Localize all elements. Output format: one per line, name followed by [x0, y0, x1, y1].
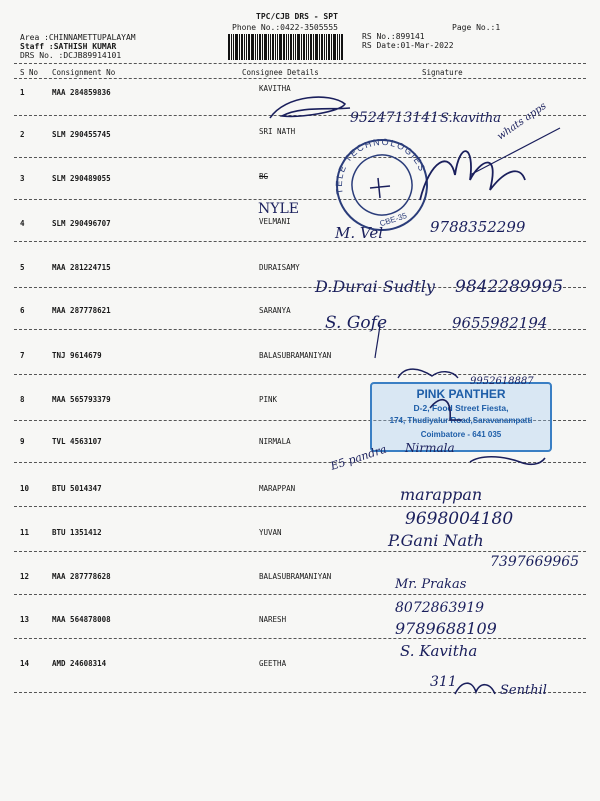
table-row [0, 174, 600, 186]
table-row [0, 659, 600, 671]
row-consignee: BG [259, 172, 269, 181]
divider [14, 157, 586, 158]
barcode-bar [321, 34, 323, 60]
row-consignee: MARAPPAN [259, 484, 296, 493]
barcode-bar [313, 34, 314, 60]
divider [14, 594, 586, 595]
row-consignee: BALASUBRAMANIYAN [259, 572, 332, 581]
divider [14, 329, 586, 330]
barcode-bar [262, 34, 263, 60]
stamp-name: PINK PANTHER [416, 387, 506, 401]
row-sno: 1 [20, 88, 25, 97]
barcode-bar [290, 34, 292, 60]
table-row [0, 484, 600, 496]
hw-r10-phone: 9698004180 [405, 509, 514, 529]
divider [14, 551, 586, 552]
hw-r6-sig: S. Gofe [325, 313, 388, 333]
row-consignment: BTU 5014347 [52, 484, 102, 493]
hw-r4-sig: M. Vel [335, 224, 384, 242]
signature-scribble [470, 457, 545, 465]
barcode-bar [272, 34, 274, 60]
barcode-bar [279, 34, 282, 60]
hw-r3-name: NYLE [258, 201, 300, 217]
row-consignee: BALASUBRAMANIYAN [259, 351, 332, 360]
barcode-bar [303, 34, 305, 60]
divider [14, 63, 586, 64]
stamp-line1: D-2, Food Street Fiesta, [413, 403, 509, 413]
hw-r9-note: E5 pandra [328, 442, 389, 473]
col-sno: S No [20, 68, 39, 77]
barcode-bar [297, 34, 300, 60]
col-consignee: Consignee Details [242, 68, 319, 77]
row-consignee: PINK [259, 395, 278, 404]
table-row [0, 351, 600, 363]
hw-r11-phone: 7397669965 [490, 554, 580, 570]
barcode-bar [233, 34, 234, 60]
barcode-bar [257, 34, 258, 60]
row-consignee: YUVAN [259, 528, 282, 537]
area-label: Area :CHINNAMETTUPALAYAM [20, 33, 136, 42]
row-consignment: MAA 564878008 [52, 615, 111, 624]
barcode-bar [251, 34, 254, 60]
hw-r7-phone: 9952618887 [470, 376, 534, 387]
barcode-bar [259, 34, 261, 60]
row-consignment: MAA 565793379 [52, 395, 111, 404]
table-row [0, 306, 600, 318]
barcode-bar [324, 34, 325, 60]
hw-r11-sig: P.Gani Nath [388, 531, 484, 550]
row-sno: 3 [20, 174, 25, 183]
row-consignee: GEETHA [259, 659, 287, 668]
row-sno: 11 [20, 528, 30, 537]
hw-r10-sig: marappan [400, 485, 483, 504]
hw-r6-phone: 9655982194 [452, 314, 548, 332]
row-sno: 13 [20, 615, 30, 624]
hw-r13-sig: S. Kavitha [400, 642, 478, 660]
row-consignee: SRI NATH [259, 127, 296, 136]
barcode-bar [337, 34, 338, 60]
hw-r14-num: 311 [430, 674, 457, 690]
row-sno: 5 [20, 263, 25, 272]
barcode-bar [333, 34, 336, 60]
row-consignee: NARESH [259, 615, 287, 624]
row-sno: 2 [20, 130, 25, 139]
table-row [0, 528, 600, 540]
barcode-bar [306, 34, 307, 60]
divider [14, 78, 586, 79]
barcode-bar [319, 34, 320, 60]
hw-r9-sig: Nirmala [405, 441, 455, 455]
row-sno: 14 [20, 659, 30, 668]
table-row [0, 219, 600, 231]
barcode-bar [246, 34, 247, 60]
form-title: TPC/CJB DRS - SPT [256, 12, 338, 21]
barcode-bar [283, 34, 285, 60]
divider [14, 462, 586, 463]
row-consignment: AMD 24608314 [52, 659, 107, 668]
barcode-bar [339, 34, 340, 60]
row-consignee: KAVITHA [259, 84, 291, 93]
rs-number: RS No.:899141 [362, 32, 425, 41]
row-sno: 8 [20, 395, 25, 404]
rs-date: RS Date:01-Mar-2022 [362, 41, 454, 50]
barcode [228, 34, 352, 60]
hw-r5-sig: D.Durai Sudtly [315, 277, 435, 296]
row-sno: 7 [20, 351, 25, 360]
row-consignment: TVL 4563107 [52, 437, 102, 446]
row-consignee: NIRMALA [259, 437, 291, 446]
barcode-bar [244, 34, 245, 60]
row-consignment: MAA 287778621 [52, 306, 111, 315]
stamp-sub-text: CBE-35 [378, 211, 408, 229]
stamp-arc-text: TELE TECHNOLOGIES [333, 136, 428, 195]
barcode-bar [301, 34, 302, 60]
barcode-bar [295, 34, 296, 60]
hw-r14-sig: Senthil [500, 683, 547, 698]
hw-r4-phone: 9788352299 [430, 218, 526, 236]
hw-r12-phone: 8072863919 [395, 600, 485, 616]
barcode-bar [275, 34, 276, 60]
col-signature: Signature [422, 68, 463, 77]
barcode-bar [264, 34, 267, 60]
barcode-bar [341, 34, 343, 60]
table-row [0, 572, 600, 584]
barcode-bar [239, 34, 240, 60]
hw-r1-phone: 9524713141 [350, 110, 440, 126]
barcode-bar [277, 34, 278, 60]
pink-panther-stamp [370, 382, 552, 452]
row-consignment: MAA 287778628 [52, 572, 111, 581]
row-consignment: TNJ 9614679 [52, 351, 102, 360]
barcode-bar [231, 34, 232, 60]
divider [14, 506, 586, 507]
barcode-bar [248, 34, 250, 60]
row-consignment: SLM 290455745 [52, 130, 111, 139]
barcode-bar [310, 34, 312, 60]
barcode-bar [241, 34, 243, 60]
row-consignee: DURAISAMY [259, 263, 300, 272]
hw-r1-name: S.kavitha [440, 111, 502, 126]
row-sno: 10 [20, 484, 30, 493]
barcode-bar [293, 34, 294, 60]
barcode-bar [331, 34, 332, 60]
row-consignee: VELMANI [259, 217, 291, 226]
row-sno: 6 [20, 306, 25, 315]
stamp-line2: 174, Thudiyalur Road,Saravanampatti [389, 416, 533, 425]
hw-r5-phone: 9842289995 [455, 277, 564, 297]
divider [14, 287, 586, 288]
row-consignment: SLM 290489055 [52, 174, 111, 183]
barcode-bar [328, 34, 330, 60]
barcode-bar [326, 34, 327, 60]
row-consignee: SARANYA [259, 306, 291, 315]
table-row [0, 615, 600, 627]
hw-r13-phone: 9789688109 [395, 619, 497, 638]
drs-number: DRS No. :DCJB89914101 [20, 51, 122, 60]
barcode-bar [270, 34, 271, 60]
hw-r2-note: whats apps [495, 100, 549, 143]
staff-label: Staff :SATHISH KUMAR [20, 42, 117, 51]
barcode-bar [235, 34, 238, 60]
page-number: Page No.:1 [452, 23, 501, 32]
table-row [0, 263, 600, 275]
barcode-bar [286, 34, 287, 60]
stamp-line3: Coimbatore - 641 035 [420, 430, 502, 439]
row-sno: 9 [20, 437, 25, 446]
row-sno: 4 [20, 219, 25, 228]
divider [14, 692, 586, 693]
phone-number: Phone No.:0422-3505555 [232, 23, 338, 32]
col-consignment: Consignment No [52, 68, 116, 77]
divider [14, 241, 586, 242]
row-consignment: SLM 290496707 [52, 219, 111, 228]
hw-r12-sig: Mr. Prakas [395, 577, 467, 592]
divider [14, 374, 586, 375]
barcode-bar [268, 34, 269, 60]
barcode-bar [255, 34, 256, 60]
barcode-bar [308, 34, 309, 60]
divider [14, 199, 586, 200]
row-sno: 12 [20, 572, 30, 581]
row-consignment: MAA 284859836 [52, 88, 111, 97]
divider [14, 115, 586, 116]
row-consignment: MAA 281224715 [52, 263, 111, 272]
table-row [0, 84, 600, 100]
barcode-bar [228, 34, 230, 60]
barcode-bar [288, 34, 289, 60]
row-consignment: BTU 1351412 [52, 528, 102, 537]
table-row [0, 127, 600, 142]
divider [14, 638, 586, 639]
barcode-bar [315, 34, 318, 60]
